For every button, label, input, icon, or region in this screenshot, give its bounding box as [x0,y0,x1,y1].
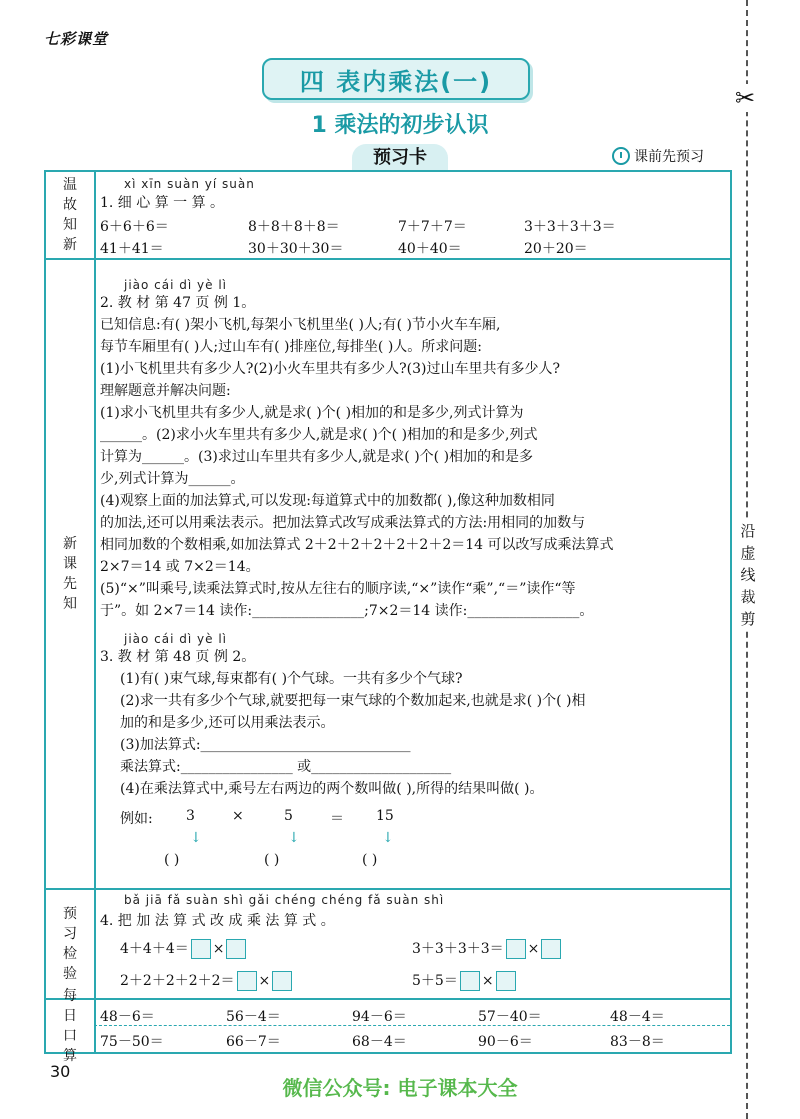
q3-line: (3)加法算式:______________________________ [120,737,411,753]
card-label: 预习卡 [352,144,448,172]
daily-expr: 75－50＝ [100,1034,164,1050]
q3-line: 乘法算式:________________ 或____________________ [120,759,452,775]
q1-pinyin: xì xīn suàn yí suàn [124,177,255,191]
section-divider [46,998,730,1000]
answer-box[interactable] [226,939,246,959]
q2-line: 计算为______。(3)求过山车里共有多少人,就是求( )个( )相加的和是多 [100,449,534,465]
daily-expr: 48－4＝ [610,1009,665,1025]
q2-line: 的加法,还可以用乘法表示。把加法算式改写成乘法算式的方法:用相同的加数与 [100,515,586,531]
q4-item: 2＋2＋2＋2＋2＝ × [120,970,294,991]
daily-expr: 90－6＝ [478,1034,533,1050]
column-divider [94,172,96,1052]
q1-title: 1. 细 心 算 一 算 。 [100,195,225,211]
answer-box[interactable] [272,971,292,991]
answer-blank[interactable]: ( ) [164,852,180,868]
preview-tag-text: 课前先预习 [634,149,704,165]
q3-pinyin: jiào cái dì yè lì [124,632,228,646]
q4-item: 4＋4＋4＝ × [120,938,248,959]
q2-line: (5)“×”叫乘号,读乘法算式时,按从左往右的顺序读,“×”读作“乘”,“＝”读作“等 [100,581,576,597]
arrow-down-icon: ↓ [382,830,394,846]
section-divider [46,888,730,890]
q2-line: 少,列式计算为______。 [100,471,245,487]
example-term: 15 [376,808,394,824]
page-number: 30 [50,1062,71,1081]
answer-blank[interactable]: ( ) [362,852,378,868]
cut-instruction: 沿虚线裁剪 [738,520,758,630]
q2-line: 于”。如 2×7＝14 读作:________________;7×2＝14 读作:________________。 [100,603,594,619]
daily-expr: 57－40＝ [478,1009,542,1025]
q1-expr: 30＋30＋30＝ [248,241,344,257]
wechat-watermark: 微信公众号: 电子课本大全 [282,1076,518,1100]
daily-expr: 94－6＝ [352,1009,407,1025]
q1-expr: 8＋8＋8＋8＝ [248,219,340,235]
q1-expr: 7＋7＋7＝ [398,219,467,235]
answer-box[interactable] [506,939,526,959]
q3-line: (1)有( )束气球,每束都有( )个气球。一共有多少个气球? [120,671,463,687]
preview-tag [612,146,704,166]
daily-expr: 83－8＝ [610,1034,665,1050]
q2-line: 相同加数的个数相乘,如加法算式 2＋2＋2＋2＋2＋2＋2＝14 可以改写成乘法算式 [100,537,614,553]
answer-box[interactable] [541,939,561,959]
example-label: 例如: [120,811,153,827]
brand-logo: 七彩课堂 [44,30,109,48]
lesson-title: 1 乘法的初步认识 [311,113,489,138]
section-label-daily: 每日口算 [63,988,77,1064]
q2-body [100,292,614,622]
q4-pinyin: bǎ jiā fǎ suàn shì gǎi chéng chéng fǎ suàn shì [124,893,445,907]
q1-expr: 6＋6＋6＝ [100,219,169,235]
q2-line: ______。(2)求小火车里共有多少人,就是求( )个( )相加的和是多少,列式 [100,427,538,443]
q2-line: 理解题意并解决问题: [100,383,231,399]
q3-line: (2)求一共有多少个气球,就要把每一束气球的个数加起来,也就是求( )个( )相 [120,693,586,709]
q1-expr: 40＋40＝ [398,241,462,257]
q1-expr: 41＋41＝ [100,241,164,257]
example-term: 5 [284,808,293,824]
daily-expr: 66－7＝ [226,1034,281,1050]
scissors-icon: ✂ [735,84,756,112]
example-term: ＝ [330,811,344,827]
answer-box[interactable] [191,939,211,959]
q2-pinyin: jiào cái dì yè lì [124,278,228,292]
arrow-down-icon: ↓ [288,830,300,846]
q3-line: 3. 教 材 第 48 页 例 2。 [100,649,256,665]
arrow-down-icon: ↓ [190,830,202,846]
q2-line: (1)小飞机里共有多少人?(2)小火车里共有多少人?(3)过山车里共有多少人? [100,361,561,377]
section-divider [46,258,730,260]
chapter-title: 四 表内乘法(一) [299,67,493,96]
q2-line: 2×7＝14 或 7×2＝14。 [100,559,260,575]
q2-line: (1)求小飞机里共有多少人,就是求( )个( )相加的和是多少,列式计算为 [100,405,524,421]
alarm-clock-icon [612,147,630,165]
q2-line: (4)观察上面的加法算式,可以发现:每道算式中的加数都( ),像这种加数相同 [100,493,555,509]
example-term: 3 [186,808,195,824]
section-label-check: 预习检验 [63,906,77,982]
q1-expr: 20＋20＝ [524,241,588,257]
answer-box[interactable] [496,971,516,991]
daily-expr: 56－4＝ [226,1009,281,1025]
q2-line: 已知信息:有( )架小飞机,每架小飞机里坐( )人;有( )节小火车车厢, [100,317,501,333]
example-term: × [232,808,244,824]
q3-line: (4)在乘法算式中,乘号左右两边的两个数叫做( ),所得的结果叫做( )。 [120,781,544,797]
q2-line: 2. 教 材 第 47 页 例 1。 [100,295,256,311]
q3-body [100,646,585,800]
section-label-review: 温故知新 [63,177,77,253]
q3-line: 加的和是多少,还可以用乘法表示。 [120,715,335,731]
daily-expr: 48－6＝ [100,1009,155,1025]
q4-title: 4. 把 加 法 算 式 改 成 乘 法 算 式 。 [100,913,335,929]
chapter-banner [262,58,530,100]
q2-line: 每节车厢里有( )人;过山车有( )排座位,每排坐( )人。所求问题: [100,339,483,355]
q4-item: 5＋5＝ × [412,970,518,991]
daily-expr: 68－4＝ [352,1034,407,1050]
q4-item: 3＋3＋3＋3＝ × [412,938,563,959]
answer-blank[interactable]: ( ) [264,852,280,868]
answer-box[interactable] [460,971,480,991]
answer-box[interactable] [237,971,257,991]
q1-expr: 3＋3＋3＋3＝ [524,219,616,235]
section-label-new: 新课先知 [63,536,77,612]
